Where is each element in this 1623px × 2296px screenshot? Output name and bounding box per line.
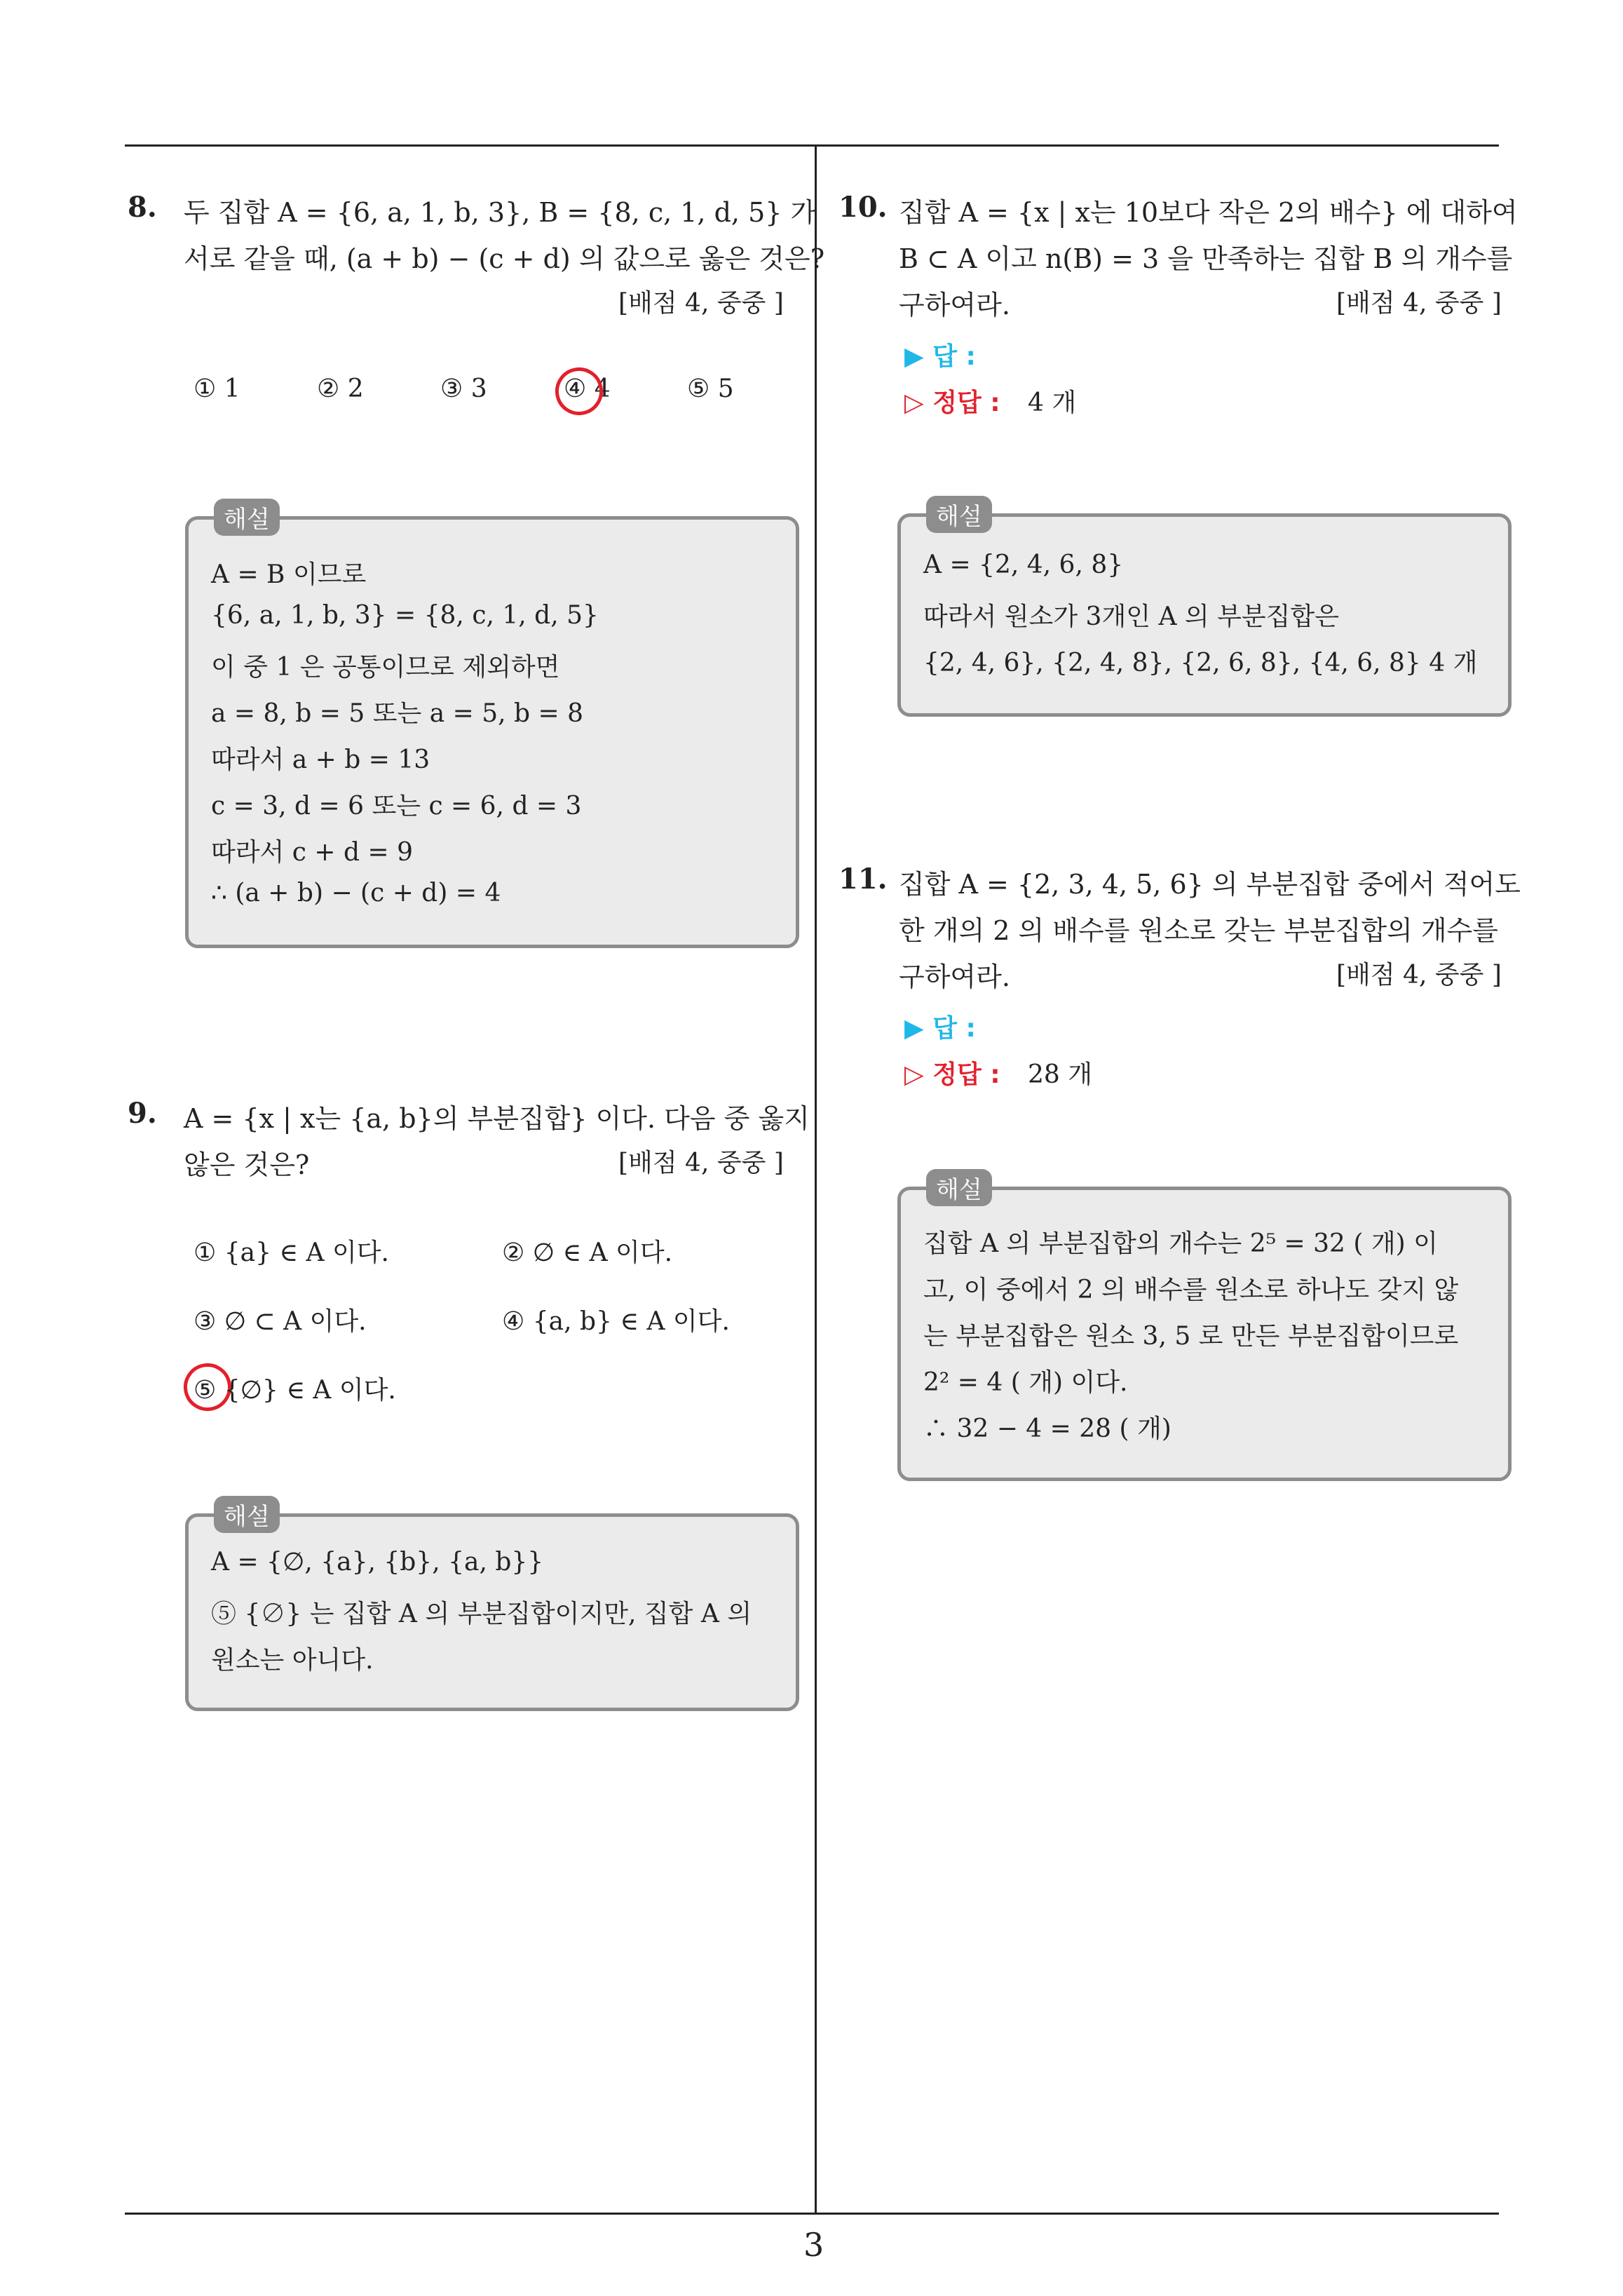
explanation-line: 따라서 c + d = 9 (211, 838, 413, 867)
question-number: 10. (838, 191, 888, 224)
explanation-line: 집합 A 의 부분집합의 개수는 2⁵ = 32 ( 개) 이 (923, 1229, 1438, 1258)
choice-1[interactable]: ① 1 (193, 374, 240, 403)
answer-label: ▶ 답 : (904, 1014, 976, 1043)
explanation-line: 는 부분집합은 원소 3, 5 로 만든 부분집합이므로 (923, 1322, 1459, 1351)
explanation-box (185, 1503, 799, 1711)
choice-3[interactable]: ③ ∅ ⊂ A 이다. (193, 1307, 367, 1336)
selected-answer-mark (551, 363, 608, 420)
question-text-line: B ⊂ A 이고 n(B) = 3 을 만족하는 집합 B 의 개수를 (899, 243, 1513, 274)
explanation-line: 따라서 a + b = 13 (211, 745, 430, 774)
correct-answer-label: ▷ 정답 : (904, 1060, 1000, 1089)
question-number: 9. (128, 1097, 157, 1130)
explanation-tag: 해설 (214, 499, 280, 536)
explanation-box (897, 1176, 1512, 1481)
question-text-line: 집합 A = {x | x는 10보다 작은 2의 배수} 에 대하여 (899, 197, 1518, 228)
correct-answer-value: 4 개 (1028, 389, 1077, 417)
bottom-rule (125, 2213, 1499, 2215)
explanation-line: A = {∅, {a}, {b}, {a, b}} (211, 1548, 544, 1576)
explanation-tag: 해설 (214, 1496, 280, 1533)
explanation-line: 2² = 4 ( 개) 이다. (923, 1368, 1128, 1397)
explanation-line: {6, a, 1, b, 3} = {8, c, 1, d, 5} (211, 601, 599, 630)
score-difficulty: [배점 4, 중중 ] (618, 289, 784, 318)
explanation-box (185, 506, 799, 948)
explanation-tag: 해설 (926, 1169, 992, 1206)
question-number: 8. (128, 191, 157, 224)
choice-2[interactable]: ② ∅ ∈ A 이다. (502, 1238, 673, 1267)
question-text-line: 서로 같을 때, (a + b) − (c + d) 의 값으로 옳은 것은? (184, 243, 825, 274)
answer-label: ▶ 답 : (904, 342, 976, 371)
explanation-line: {2, 4, 6}, {2, 4, 8}, {2, 6, 8}, {4, 6, 8} 4 개 (923, 649, 1478, 677)
choice-5[interactable]: ⑤ 5 (687, 374, 734, 403)
choice-2[interactable]: ② 2 (317, 374, 364, 403)
top-rule (125, 144, 1499, 147)
question-text-line: 한 개의 2 의 배수를 원소로 갖는 부분집합의 개수를 (899, 915, 1498, 946)
score-difficulty: [배점 4, 중중 ] (618, 1149, 784, 1177)
explanation-line: ∴ 32 − 4 = 28 ( 개) (923, 1414, 1172, 1443)
explanation-line: A = B 이므로 (211, 560, 367, 589)
explanation-line: 따라서 원소가 3개인 A 의 부분집합은 (923, 602, 1339, 631)
explanation-tag: 해설 (926, 496, 992, 533)
explanation-line: a = 8, b = 5 또는 a = 5, b = 8 (211, 699, 584, 728)
correct-answer-label: ▷ 정답 : (904, 389, 1000, 417)
choice-1[interactable]: ① {a} ∈ A 이다. (193, 1238, 389, 1267)
explanation-line: 이 중 1 은 공통이므로 제외하면 (211, 653, 560, 682)
choice-4[interactable]: ④ 4 (564, 374, 611, 403)
question-text-line: 구하여라. (899, 961, 1010, 992)
explanation-line: 고, 이 중에서 2 의 배수를 원소로 하나도 갖지 않 (923, 1276, 1459, 1304)
explanation-line: 원소는 아니다. (211, 1646, 374, 1675)
question-text-line: 구하여라. (899, 290, 1010, 320)
question-text-line: 않은 것은? (184, 1149, 310, 1180)
correct-answer-value: 28 개 (1028, 1060, 1093, 1089)
explanation-line: ∴ (a + b) − (c + d) = 4 (211, 879, 501, 907)
question-number: 11. (838, 863, 888, 896)
question-text-line: A = {x | x는 {a, b}의 부분집합} 이다. 다음 중 옳지 (184, 1103, 810, 1134)
score-difficulty: [배점 4, 중중 ] (1336, 961, 1502, 990)
question-text-line: 두 집합 A = {6, a, 1, b, 3}, B = {8, c, 1, d, 5} 가 (184, 197, 817, 228)
choice-4[interactable]: ④ {a, b} ∈ A 이다. (502, 1307, 730, 1336)
column-divider (815, 144, 817, 2215)
explanation-line: c = 3, d = 6 또는 c = 6, d = 3 (211, 792, 582, 821)
explanation-line: A = {2, 4, 6, 8} (923, 551, 1124, 579)
page-number: 3 (803, 2226, 824, 2264)
question-text-line: 집합 A = {2, 3, 4, 5, 6} 의 부분집합 중에서 적어도 (899, 869, 1521, 900)
explanation-box (897, 503, 1512, 717)
score-difficulty: [배점 4, 중중 ] (1336, 289, 1502, 318)
explanation-line: ⑤ {∅} 는 집합 A 의 부분집합이지만, 집합 A 의 (211, 1600, 752, 1628)
choice-3[interactable]: ③ 3 (440, 374, 487, 403)
choice-5[interactable]: ⑤ {∅} ∈ A 이다. (193, 1376, 396, 1405)
